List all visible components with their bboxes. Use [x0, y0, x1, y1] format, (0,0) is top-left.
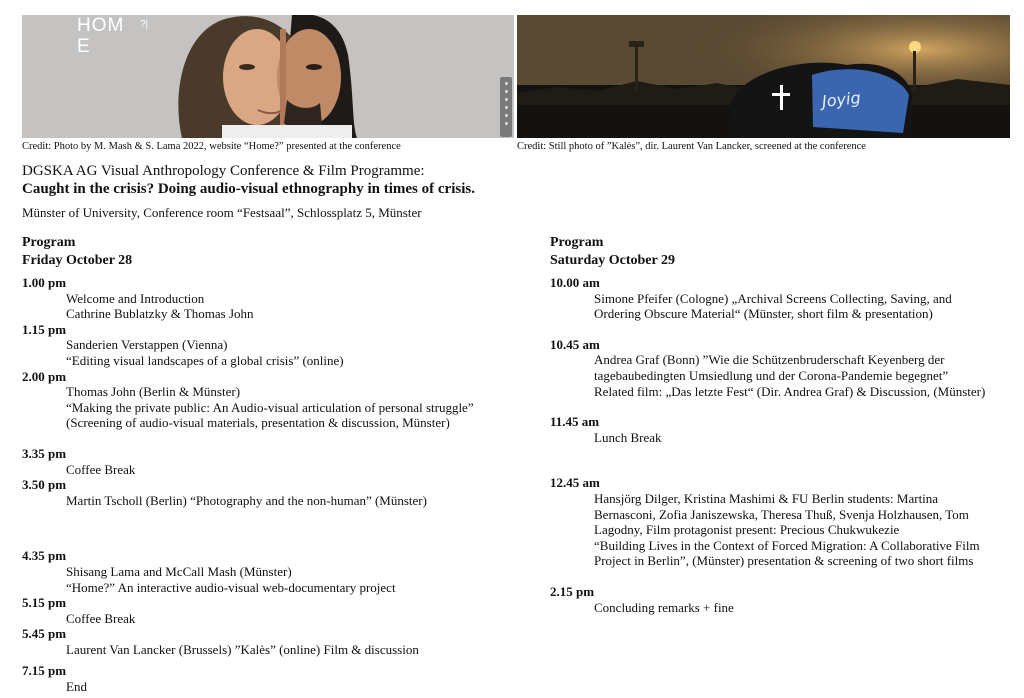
slot-time: 2.15 pm — [550, 583, 595, 599]
schedule-slot — [550, 414, 1020, 445]
slot-description: Shisang Lama and McCall Mash (Münster) “Home?” An interactive audio-visual web-documentary project — [66, 563, 396, 595]
slot-time: 5.15 pm — [22, 595, 67, 611]
slot-time: 11.45 am — [550, 414, 600, 430]
slot-time: 7.15 pm — [22, 663, 67, 679]
night-scene-illustration — [517, 15, 1010, 138]
scroll-dot — [505, 114, 508, 117]
bag-graffiti-text: Joyig — [821, 88, 862, 111]
schedule-slot — [550, 584, 1020, 615]
scroll-dot — [505, 122, 508, 125]
slot-time: 3.35 pm — [22, 445, 67, 461]
schedule-list — [550, 275, 1020, 615]
slot-description: Concluding remarks + fine — [594, 599, 734, 615]
slot-time: 2.00 pm — [22, 368, 67, 384]
venue-line: Münster of University, Conference room “Festsaal”, Schlossplatz 5, Münster — [22, 205, 422, 220]
slot-time: 10.00 am — [550, 275, 600, 290]
schedule-slot — [22, 446, 522, 477]
slot-description: Welcome and Introduction Cathrine Bublatzky & Thomas John — [66, 290, 254, 322]
slot-time: 4.35 pm — [22, 548, 67, 564]
slot-description: Thomas John (Berlin & Münster) “Making the private public: An Audio-visual articulation of personal struggle” (Screening of audio-visual materials, presentation & discussion, Münster) — [66, 384, 474, 431]
schedule-slot — [22, 275, 522, 322]
slot-description: Hansjörg Dilger, Kristina Mashimi & FU Berlin students: Martina Bernasconi, Zofia Janiszewska, Theresa Thuß, Svenja Holzhausen, Tom Lagodny, Film protagonist present: Precious Chukwukezie “Building Lives in the Context of Forced Migration: A Collaborative Film Project in Berlin”, (Münster) presentation & screening of two short films — [594, 490, 980, 569]
schedule-list — [22, 275, 522, 695]
conference-title: DGSKA AG Visual Anthropology Conference & Film Programme: — [22, 163, 425, 179]
schedule-slot — [22, 369, 522, 431]
scroll-dot — [505, 82, 508, 85]
scroll-dot — [505, 90, 508, 93]
slot-description: Andrea Graf (Bonn) ”Wie die Schützenbruderschaft Keyenberg der tagebaubedingten Umsiedlung und der Corona-Pandemie begegnet” Related film: „Das letzte Fest“ (Dir. Andrea Graf) & Discussion, (Münster) — [594, 352, 986, 399]
slot-time: 1.15 pm — [22, 321, 67, 337]
schedule-slot — [22, 595, 522, 626]
slot-description: Sanderien Verstappen (Vienna) “Editing visual landscapes of a global crisis” (online) — [66, 337, 344, 368]
schedule-slot — [550, 337, 1020, 399]
left-image-caption: Credit: Photo by M. Mash & S. Lama 2022, website “Home?” presented at the conference — [22, 141, 401, 152]
kales-film-still — [517, 15, 1010, 138]
home-overlay-mark: ?| — [140, 19, 149, 30]
slot-time: 5.45 pm — [22, 626, 67, 642]
program-heading: Program — [22, 235, 76, 250]
saturday-program — [550, 234, 1020, 615]
day-heading: Saturday October 29 — [550, 252, 675, 268]
schedule-slot — [22, 477, 522, 508]
slot-description: Simone Pfeifer (Cologne) „Archival Screens Collecting, Saving, and Ordering Obscure Material“ (Münster, short film & presentation) — [594, 290, 952, 322]
friday-program — [22, 234, 522, 695]
slot-description: Lunch Break — [594, 429, 662, 445]
slot-time: 12.45 am — [550, 475, 600, 491]
program-heading: Program — [550, 235, 604, 250]
slot-description: End — [66, 679, 87, 695]
schedule-slot — [22, 322, 522, 369]
slot-description: Coffee Break — [66, 461, 136, 477]
schedule-slot — [22, 663, 522, 694]
slot-description: Laurent Van Lancker (Brussels) ”Kalès” (online) Film & discussion — [66, 641, 419, 657]
right-image-caption: Credit: Still photo of ”Kalès”, dir. Laurent Van Lancker, screened at the conference — [517, 141, 866, 152]
slot-description: Coffee Break — [66, 610, 136, 626]
schedule-slot — [550, 475, 1020, 569]
home-website-photo — [22, 15, 514, 138]
schedule-slot — [22, 548, 522, 595]
slot-time: 10.45 am — [550, 336, 600, 352]
scroll-dot — [505, 106, 508, 109]
home-overlay-title: HOM E — [77, 15, 125, 57]
slot-time: 3.50 pm — [22, 477, 67, 493]
slot-time: 1.00 pm — [22, 275, 67, 290]
schedule-slot — [22, 626, 522, 657]
slot-description: Martin Tscholl (Berlin) “Photography and the non-human” (Münster) — [66, 492, 427, 508]
day-heading: Friday October 28 — [22, 252, 133, 268]
scroll-dot — [505, 98, 508, 101]
embedded-scrollbar[interactable] — [500, 77, 512, 137]
schedule-slot — [550, 275, 1020, 322]
conference-subtitle: Caught in the crisis? Doing audio-visual ethnography in times of crisis. — [22, 181, 475, 197]
